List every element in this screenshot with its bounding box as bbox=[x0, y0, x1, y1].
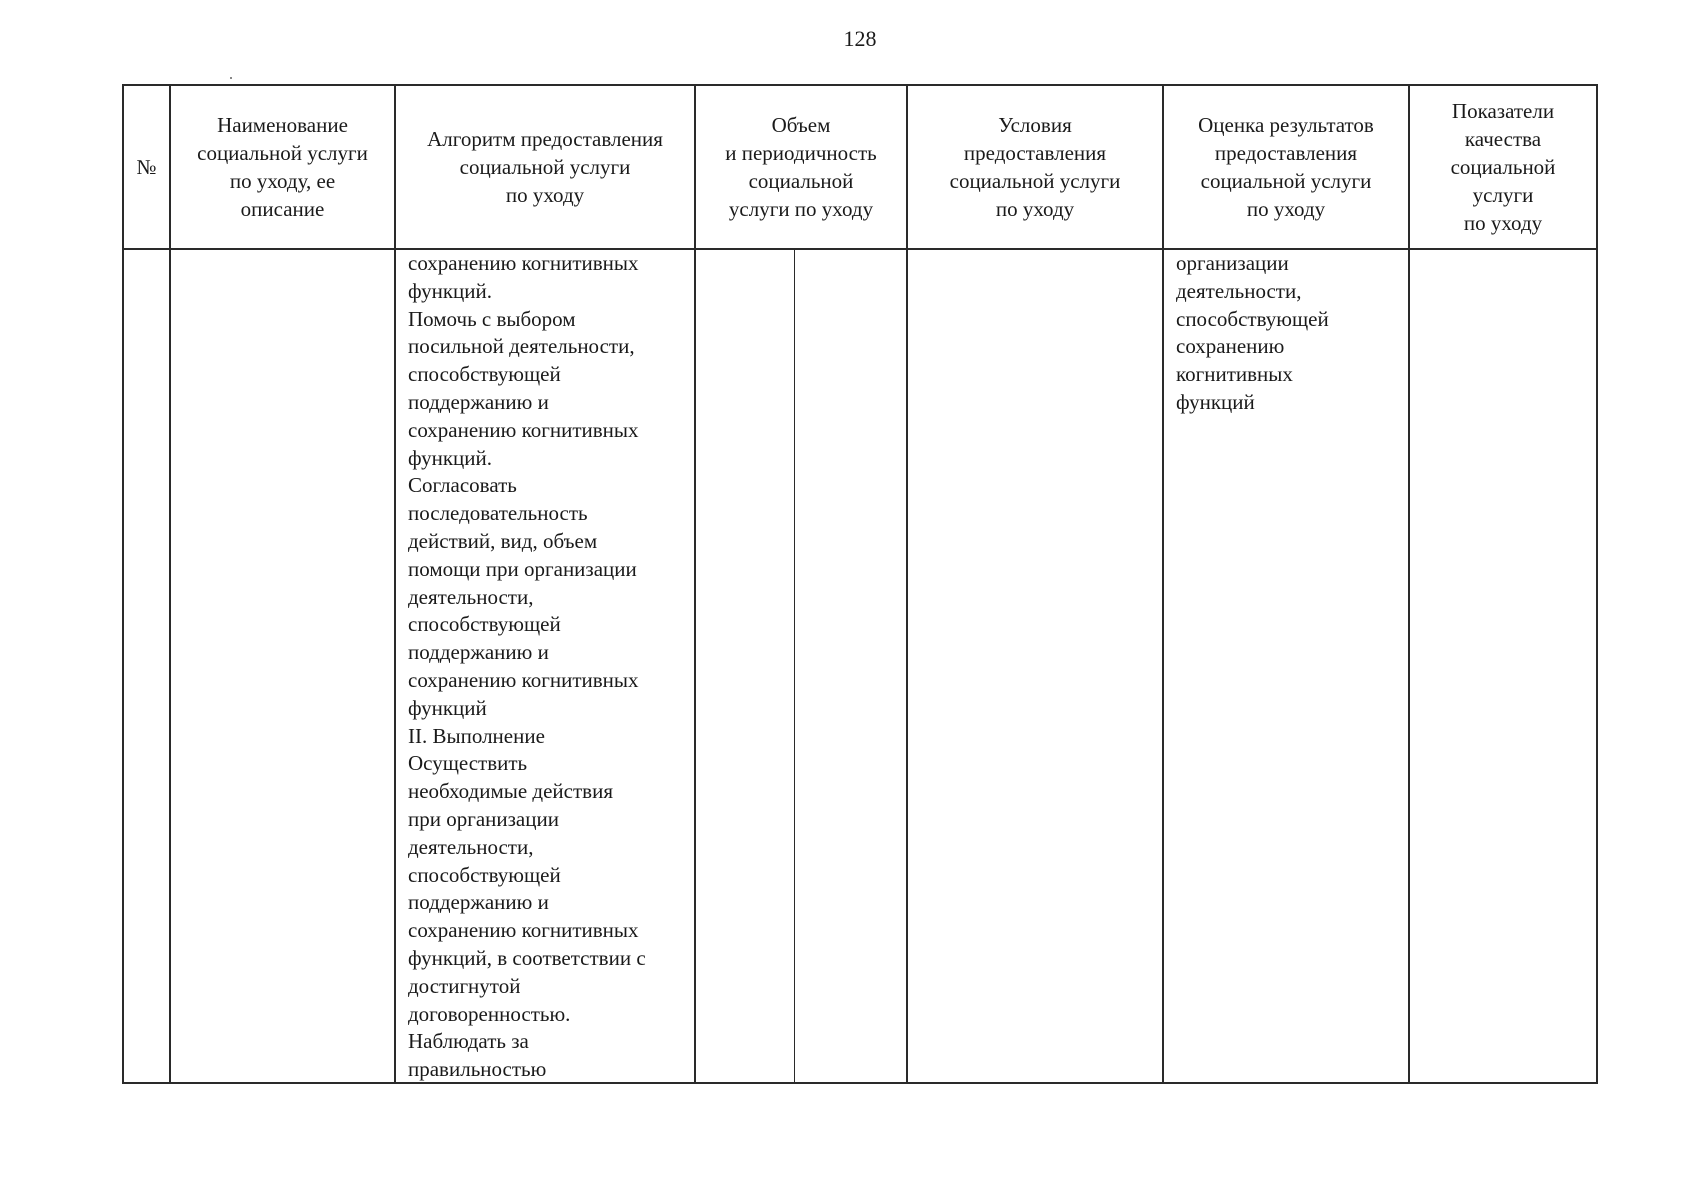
header-number-text: № bbox=[136, 155, 157, 179]
header-evaluation bbox=[1164, 86, 1408, 248]
header-quality bbox=[1410, 86, 1596, 248]
header-quality-text: Показатели качества социальной услуги по уходу bbox=[1450, 99, 1556, 235]
header-number bbox=[124, 86, 169, 248]
header-volume-text: Объем и периодичность социальной услуги по уходу bbox=[725, 113, 877, 221]
column-subdivider-volume bbox=[794, 248, 795, 1084]
table-bottom-border bbox=[122, 1082, 1598, 1084]
scan-speck bbox=[230, 77, 232, 79]
header-service-name-text: Наименование социальной услуги по уходу, ее описание bbox=[197, 113, 368, 221]
services-table bbox=[122, 84, 1598, 1084]
header-conditions bbox=[908, 86, 1162, 248]
header-evaluation-text: Оценка результатов предоставления социальной услуги по уходу bbox=[1198, 113, 1374, 221]
header-algorithm bbox=[396, 86, 694, 248]
table-right-border bbox=[1596, 84, 1598, 1084]
header-volume bbox=[696, 86, 906, 248]
header-service-name bbox=[171, 86, 394, 248]
algorithm-cell-text: сохранению когнитивных функций. Помочь с выбором посильной деятельности, способствующей поддержанию и сохранению когнитивных функций. Согласовать последовательность действий, вид, объем помощи при организации деятельности, способствующей поддержанию и сохранению когнитивных функций II. Выполнение Осуществить необходимые действия при организации деятельности, способствующей поддержанию и сохранению когнитивных функций, в соответствии с достигнутой договоренностью. Наблюдать за правильностью bbox=[408, 251, 646, 1082]
header-conditions-text: Условия предоставления социальной услуги по уходу bbox=[949, 113, 1121, 221]
header-algorithm-text: Алгоритм предоставления социальной услуги по уходу bbox=[427, 127, 663, 207]
evaluation-cell-text: организации деятельности, способствующей сохранению когнитивных функций bbox=[1176, 251, 1329, 414]
page-number: 128 bbox=[843, 26, 877, 51]
